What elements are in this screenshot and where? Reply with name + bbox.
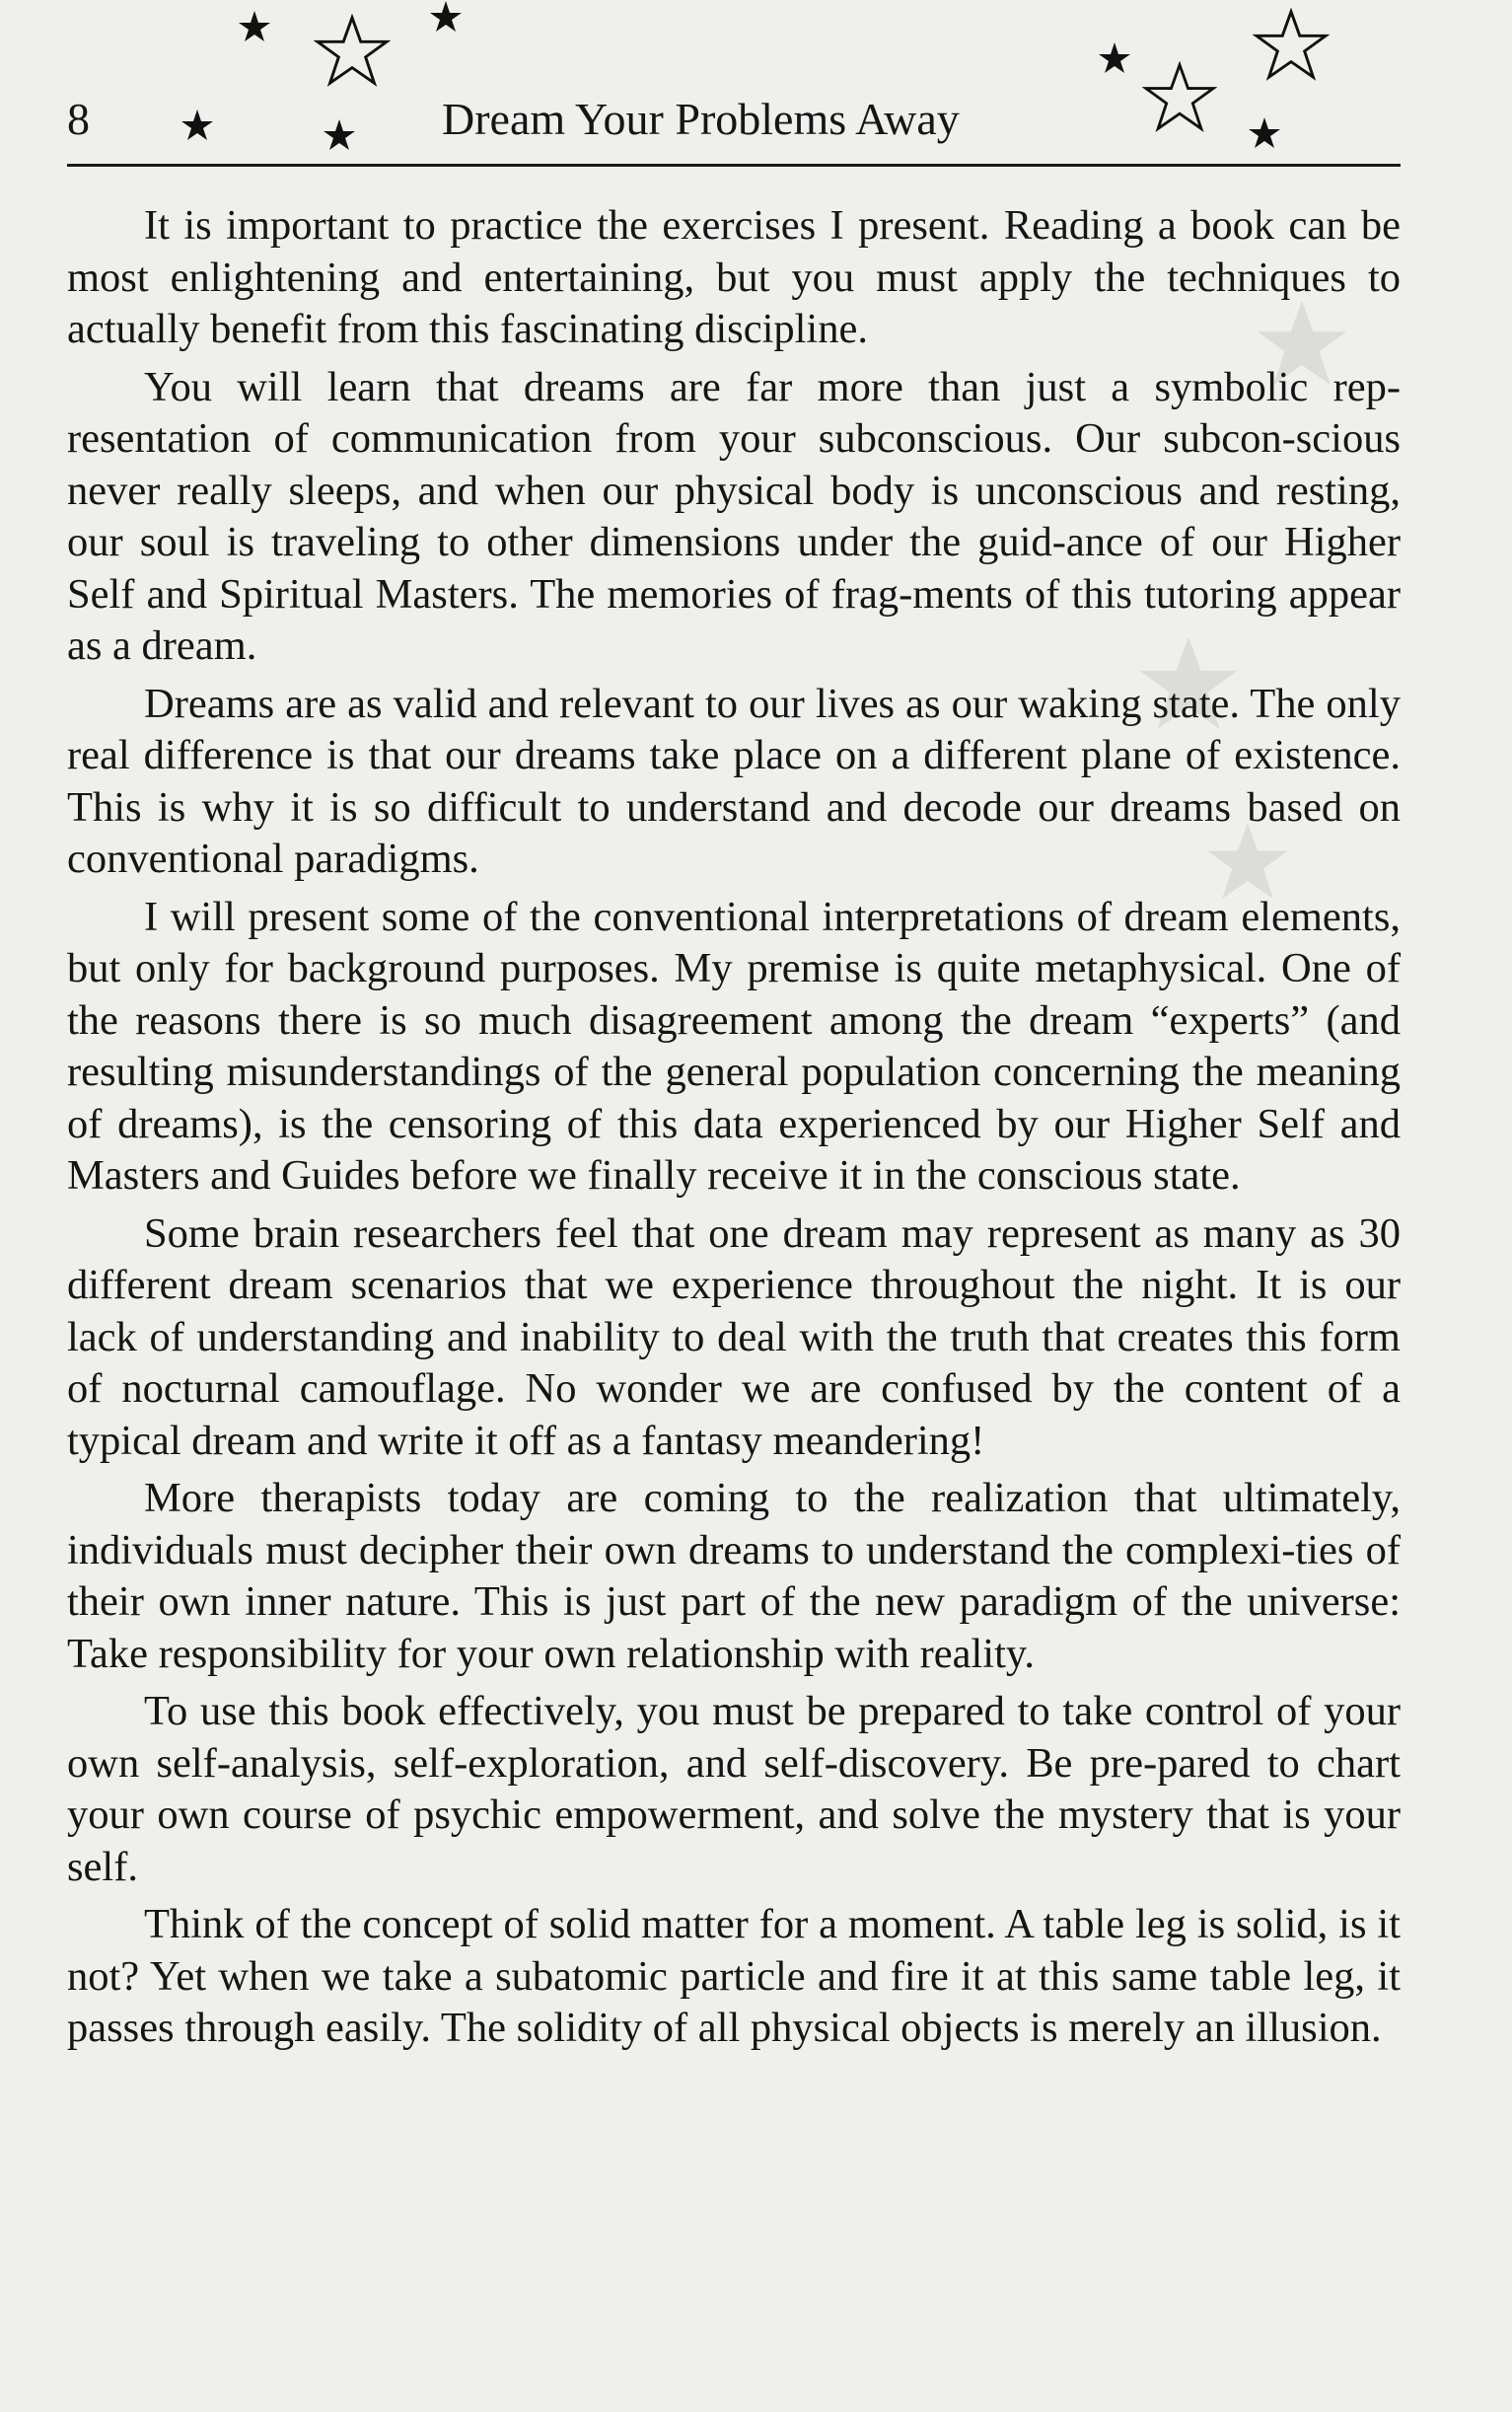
paragraph: To use this book effectively, you must be prepared to take control of your own self-analysis, self-exploration, and self-discovery. Be pre-pared to chart your own course of psychic empowerment, and solve the mystery that is your self.	[67, 1688, 1401, 1890]
paragraph: You will learn that dreams are far more than just a symbolic rep-resentation of communication from your subconscious. Our subcon-scious never really sleeps, and when our physical body is unconscious and resting, our soul is traveling to other dimensions under the guid-ance of our Higher Self and Spiritual Masters. The memories of frag-ments of this tutoring appear as a dream.	[67, 363, 1401, 669]
running-title: Dream Your Problems Away	[442, 94, 960, 144]
paragraph: More therapists today are coming to the realization that ultimately, individuals must decipher their own dreams to understand the complexi-ties of their own inner nature. This is just part of the new paradigm of the universe: Take responsibility for your own relationship with reality.	[67, 1475, 1401, 1677]
outline-star-icon	[1253, 8, 1330, 85]
paragraph: Think of the concept of solid matter for a moment. A table leg is solid, is it not? Yet when we take a subatomic particle and fire it at this same table leg, it passes through easily. The solidity of all physical objects is merely an illusion.	[67, 1901, 1401, 2051]
outline-star-icon	[314, 14, 391, 91]
solid-star-icon	[428, 0, 464, 36]
paragraph: Some brain researchers feel that one dream may represent as many as 30 different dream scenarios that we experience throughout the night. It is our lack of understanding and inability to deal with the truth that creates this form of nocturnal camouflage. No wonder we are confused by the content of a typical dream and write it off as a fantasy meandering!	[67, 1209, 1401, 1464]
page-number: 8	[67, 94, 90, 144]
body-text	[67, 200, 1401, 2061]
paragraph: It is important to practice the exercises I present. Reading a book can be most enlightening and entertaining, but you must apply the techniques to actually benefit from this fascinating discipline.	[67, 202, 1401, 352]
paragraph: I will present some of the conventional interpretations of dream elements, but only for background purposes. My premise is quite metaphysical. One of the reasons there is so much disagreement among the dream “experts” (and resulting misunderstandings of the general population concerning the meaning of dreams), is the censoring of this data experienced by our Higher Self and Masters and Guides before we finally receive it in the conscious state.	[67, 893, 1401, 1199]
header-rule	[67, 164, 1401, 167]
solid-star-icon	[1097, 41, 1132, 77]
solid-star-icon	[237, 10, 272, 45]
running-header	[67, 83, 1401, 172]
paragraph: Dreams are as valid and relevant to our lives as our waking state. The only real difference is that our dreams take place on a different plane of existence. This is why it is so difficult to understand and decode our dreams based on conventional paradigms.	[67, 680, 1401, 882]
